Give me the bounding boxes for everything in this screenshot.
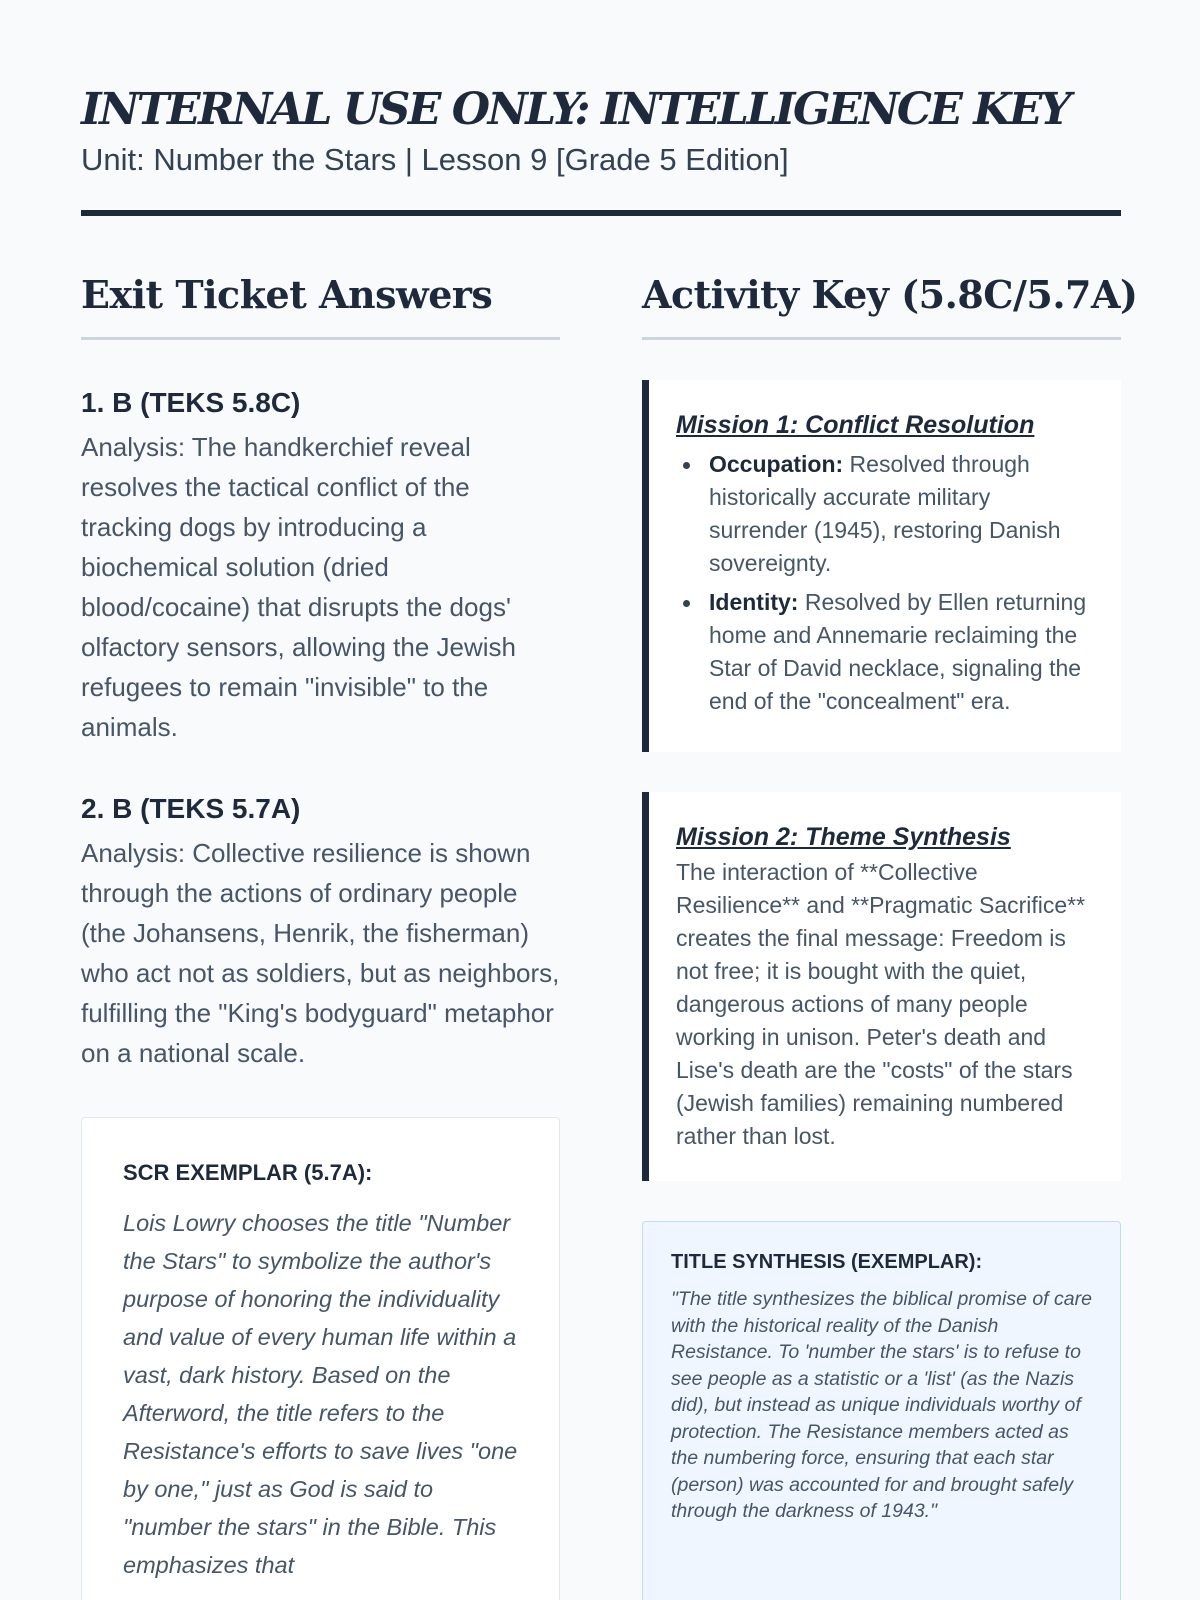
title-synthesis-box: [642, 1221, 1121, 1600]
mission-2-card: [642, 792, 1121, 1181]
title-synthesis-text: "The title synthesizes the biblical promise of care with the historical reality of the Danish Resistance. To 'number the stars' is to refuse to see people as a statistic or a 'list' (as the Nazis did), but instead as unique individuals worthy of protection. The Resistance members acted as the numbering force, ensuring that each star (person) was accounted for and brought safely through the darkness of 1943.": [671, 1288, 1092, 1522]
list-item-text: Resolved by Ellen returning home and Annemarie reclaiming the Star of David necklace, signaling the end of the "concealment" era.: [709, 589, 1087, 714]
list-item-text: Resolved through historically accurate military surrender (1945), restoring Danish sovereignty.: [709, 451, 1061, 576]
scr-exemplar-text: Lois Lowry chooses the title "Number the Stars" to symbolize the author's purpose of honoring the individuality and value of every human life within a vast, dark history. Based on the Afterword, the title refers to the Resistance's efforts to save lives "one by one," just as God is said to "number the stars" in the Bible. This emphasizes that: [123, 1210, 518, 1578]
page-title: INTERNAL USE ONLY: INTELLIGENCE KEY: [81, 84, 1069, 135]
mission-2-text: The interaction of **Collective Resilience** and **Pragmatic Sacrifice** creates the final message: Freedom is not free; it is bought with the quiet, dangerous actions of many people working in unison. Peter's death and Lise's death are the "costs" of the stars (Jewish families) remaining numbered rather than lost.: [676, 859, 1086, 1149]
list-item: [676, 586, 1091, 718]
mission-1-card: [642, 380, 1121, 752]
scr-exemplar-label: SCR EXEMPLAR (5.7A):: [123, 1160, 373, 1185]
mission-1-list: [676, 448, 1091, 718]
list-item: [676, 448, 1091, 580]
title-synthesis-label: TITLE SYNTHESIS (EXEMPLAR):: [671, 1251, 983, 1273]
mission-2-title: Mission 2: Theme Synthesis: [676, 823, 1011, 851]
list-item-label: Occupation:: [709, 451, 844, 477]
activity-key-column: [642, 270, 1138, 1600]
answer-2-analysis: Analysis: Collective resilience is shown through the actions of ordinary people (the Johansens, Henrik, the fisherman) who act not as soldiers, but as neighbors, fulfilling the "King's bodyguard" metaphor on a national scale.: [81, 838, 560, 1068]
answer-2-title: 2. B (TEKS 5.7A): [81, 793, 301, 824]
exit-ticket-column: [81, 270, 560, 1600]
answer-1-title: 1. B (TEKS 5.8C): [81, 387, 301, 418]
exit-ticket-heading: Exit Ticket Answers: [81, 270, 560, 340]
page-subtitle: Unit: Number the Stars | Lesson 9 [Grade 5 Edition]: [81, 142, 789, 177]
activity-key-heading: Activity Key (5.8C/5.7A): [642, 270, 1121, 340]
header-divider: [81, 210, 1121, 216]
answer-2: [81, 791, 560, 1073]
answer-key-page: [81, 82, 1138, 1578]
answer-1: [81, 385, 560, 747]
scr-exemplar-box: [81, 1117, 560, 1600]
answer-1-analysis: Analysis: The handkerchief reveal resolves the tactical conflict of the tracking dogs by introducing a biochemical solution (dried blood/cocaine) that disrupts the dogs' olfactory sensors, allowing the Jewish refugees to remain "invisible" to the animals.: [81, 432, 516, 742]
mission-1-title: Mission 1: Conflict Resolution: [676, 411, 1035, 439]
list-item-label: Identity:: [709, 589, 799, 615]
